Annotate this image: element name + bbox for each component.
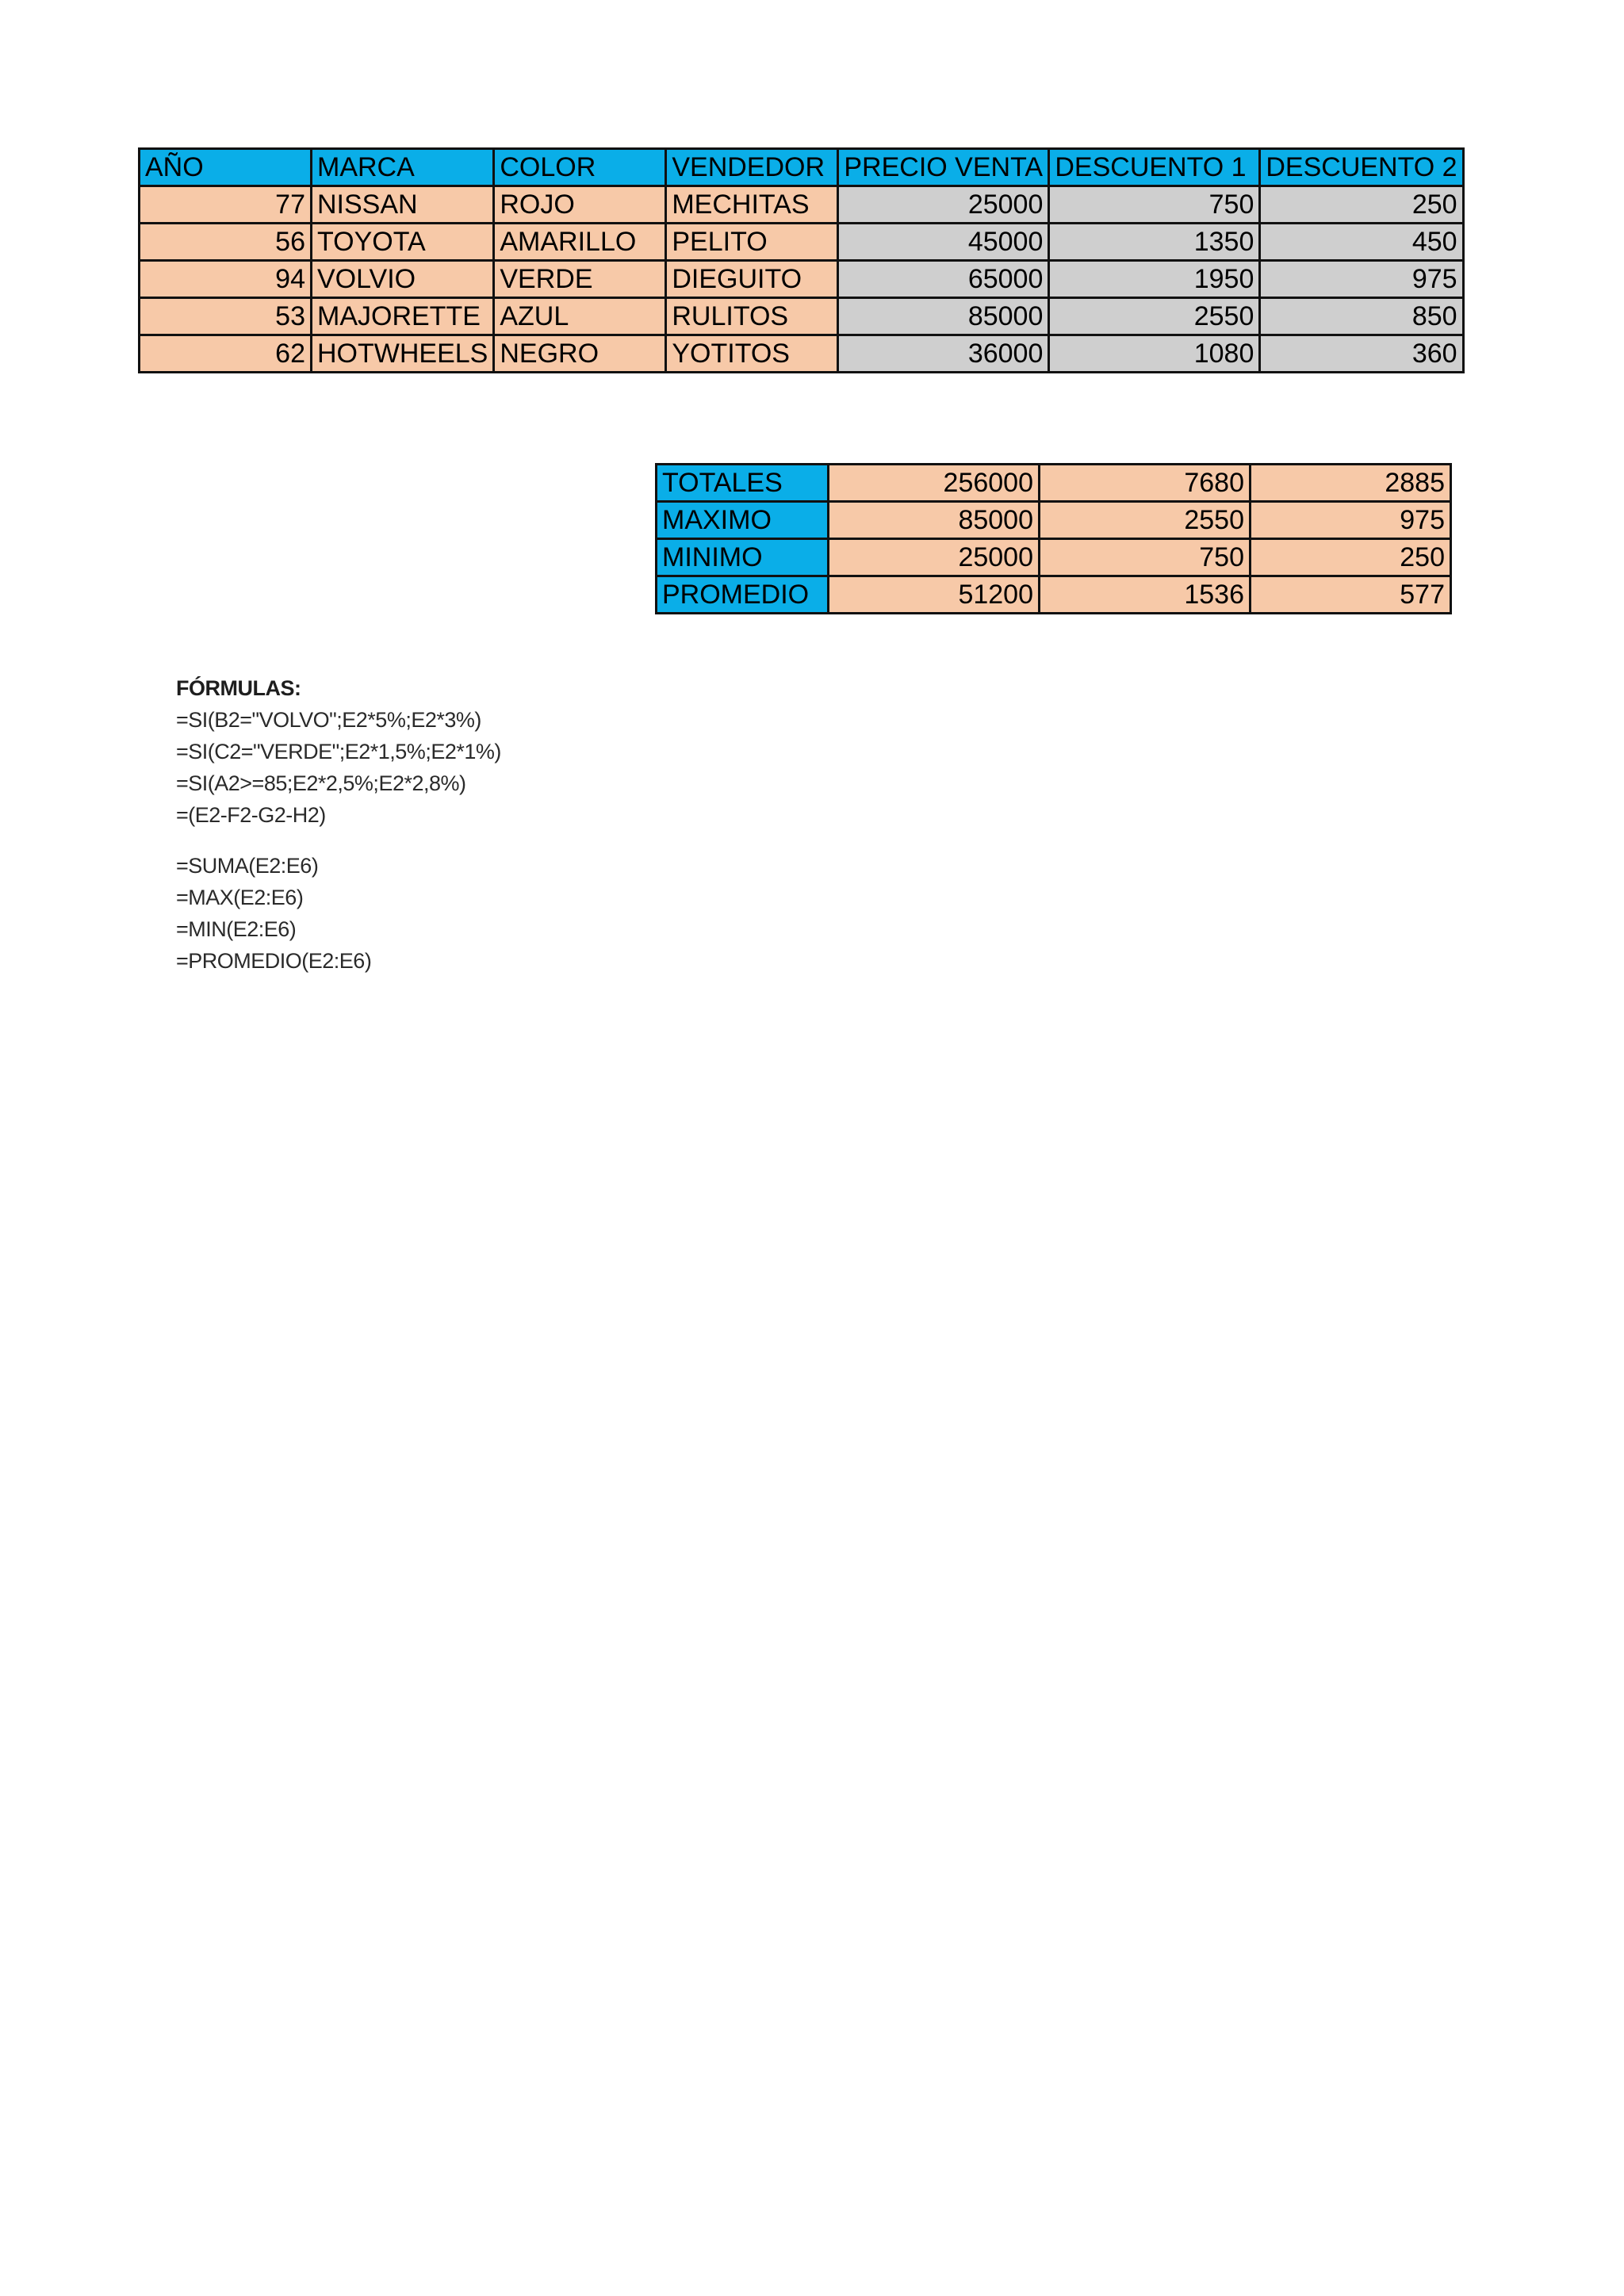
summary-row: [657, 576, 1451, 614]
formula-line: =SI(A2>=85;E2*2,5%;E2*2,8%): [176, 771, 466, 795]
cell-vendedor[interactable]: YOTITOS: [666, 335, 838, 373]
table-row: [140, 186, 1464, 224]
table-row: [140, 298, 1464, 335]
cell-descuento-2[interactable]: 450: [1260, 224, 1463, 261]
cell-marca[interactable]: NISSAN: [312, 186, 494, 224]
cell-color[interactable]: VERDE: [494, 261, 666, 298]
header-cell-ano[interactable]: AÑO: [140, 149, 312, 186]
summary-value-cell[interactable]: 2550: [1040, 502, 1251, 539]
formula-line: =(E2-F2-G2-H2): [176, 803, 326, 827]
cell-color[interactable]: AZUL: [494, 298, 666, 335]
header-row: [140, 149, 1464, 186]
data-table: [138, 147, 1465, 373]
table-row: [140, 335, 1464, 373]
cell-vendedor[interactable]: RULITOS: [666, 298, 838, 335]
cell-descuento-2[interactable]: 250: [1260, 186, 1463, 224]
cell-marca[interactable]: HOTWHEELS: [312, 335, 494, 373]
cell-precio-venta[interactable]: 65000: [838, 261, 1049, 298]
cell-descuento-1[interactable]: 750: [1049, 186, 1260, 224]
cell-precio-venta[interactable]: 85000: [838, 298, 1049, 335]
cell-color[interactable]: ROJO: [494, 186, 666, 224]
summary-value-cell[interactable]: 256000: [829, 465, 1040, 502]
cell-precio-venta[interactable]: 36000: [838, 335, 1049, 373]
cell-descuento-1[interactable]: 1950: [1049, 261, 1260, 298]
summary-label-cell[interactable]: PROMEDIO: [657, 576, 829, 614]
cell-ano[interactable]: 77: [140, 186, 312, 224]
summary-row: [657, 502, 1451, 539]
summary-row: [657, 539, 1451, 576]
header-cell-color[interactable]: COLOR: [494, 149, 666, 186]
summary-value-cell[interactable]: 7680: [1040, 465, 1251, 502]
table-row: [140, 224, 1464, 261]
formulas-note: [176, 672, 501, 977]
summary-value-cell[interactable]: 25000: [829, 539, 1040, 576]
header-cell-marca[interactable]: MARCA: [312, 149, 494, 186]
summary-value-cell[interactable]: 85000: [829, 502, 1040, 539]
cell-vendedor[interactable]: DIEGUITO: [666, 261, 838, 298]
cell-vendedor[interactable]: MECHITAS: [666, 186, 838, 224]
summary-row: [657, 465, 1451, 502]
formula-line: =SUMA(E2:E6): [176, 854, 319, 878]
summary-label-cell[interactable]: TOTALES: [657, 465, 829, 502]
cell-descuento-2[interactable]: 360: [1260, 335, 1463, 373]
cell-color[interactable]: NEGRO: [494, 335, 666, 373]
summary-value-cell[interactable]: 51200: [829, 576, 1040, 614]
formulas-title: FÓRMULAS:: [176, 676, 301, 700]
cell-marca[interactable]: TOYOTA: [312, 224, 494, 261]
table-row: [140, 261, 1464, 298]
header-cell-vendedor[interactable]: VENDEDOR: [666, 149, 838, 186]
cell-descuento-2[interactable]: 975: [1260, 261, 1463, 298]
summary-value-cell[interactable]: 2885: [1251, 465, 1451, 502]
cell-ano[interactable]: 56: [140, 224, 312, 261]
cell-ano[interactable]: 53: [140, 298, 312, 335]
cell-precio-venta[interactable]: 25000: [838, 186, 1049, 224]
header-cell-descuento-2[interactable]: DESCUENTO 2: [1260, 149, 1463, 186]
summary-value-cell[interactable]: 1536: [1040, 576, 1251, 614]
header-cell-descuento-1[interactable]: DESCUENTO 1: [1049, 149, 1260, 186]
summary-value-cell[interactable]: 250: [1251, 539, 1451, 576]
cell-descuento-2[interactable]: 850: [1260, 298, 1463, 335]
cell-vendedor[interactable]: PELITO: [666, 224, 838, 261]
cell-descuento-1[interactable]: 1350: [1049, 224, 1260, 261]
cell-color[interactable]: AMARILLO: [494, 224, 666, 261]
cell-ano[interactable]: 62: [140, 335, 312, 373]
summary-value-cell[interactable]: 577: [1251, 576, 1451, 614]
formula-line: =SI(B2="VOLVO";E2*5%;E2*3%): [176, 708, 481, 732]
cell-marca[interactable]: VOLVIO: [312, 261, 494, 298]
summary-value-cell[interactable]: 750: [1040, 539, 1251, 576]
summary-label-cell[interactable]: MINIMO: [657, 539, 829, 576]
formula-line: =PROMEDIO(E2:E6): [176, 949, 372, 973]
formula-line: =SI(C2="VERDE";E2*1,5%;E2*1%): [176, 740, 501, 763]
summary-table: [655, 463, 1452, 614]
summary-value-cell[interactable]: 975: [1251, 502, 1451, 539]
formula-line: =MIN(E2:E6): [176, 917, 297, 941]
summary-label-cell[interactable]: MAXIMO: [657, 502, 829, 539]
cell-ano[interactable]: 94: [140, 261, 312, 298]
formula-spacer: [176, 831, 501, 850]
cell-marca[interactable]: MAJORETTE: [312, 298, 494, 335]
cell-descuento-1[interactable]: 2550: [1049, 298, 1260, 335]
cell-descuento-1[interactable]: 1080: [1049, 335, 1260, 373]
formula-line: =MAX(E2:E6): [176, 886, 304, 909]
cell-precio-venta[interactable]: 45000: [838, 224, 1049, 261]
header-cell-precio-venta[interactable]: PRECIO VENTA: [838, 149, 1049, 186]
